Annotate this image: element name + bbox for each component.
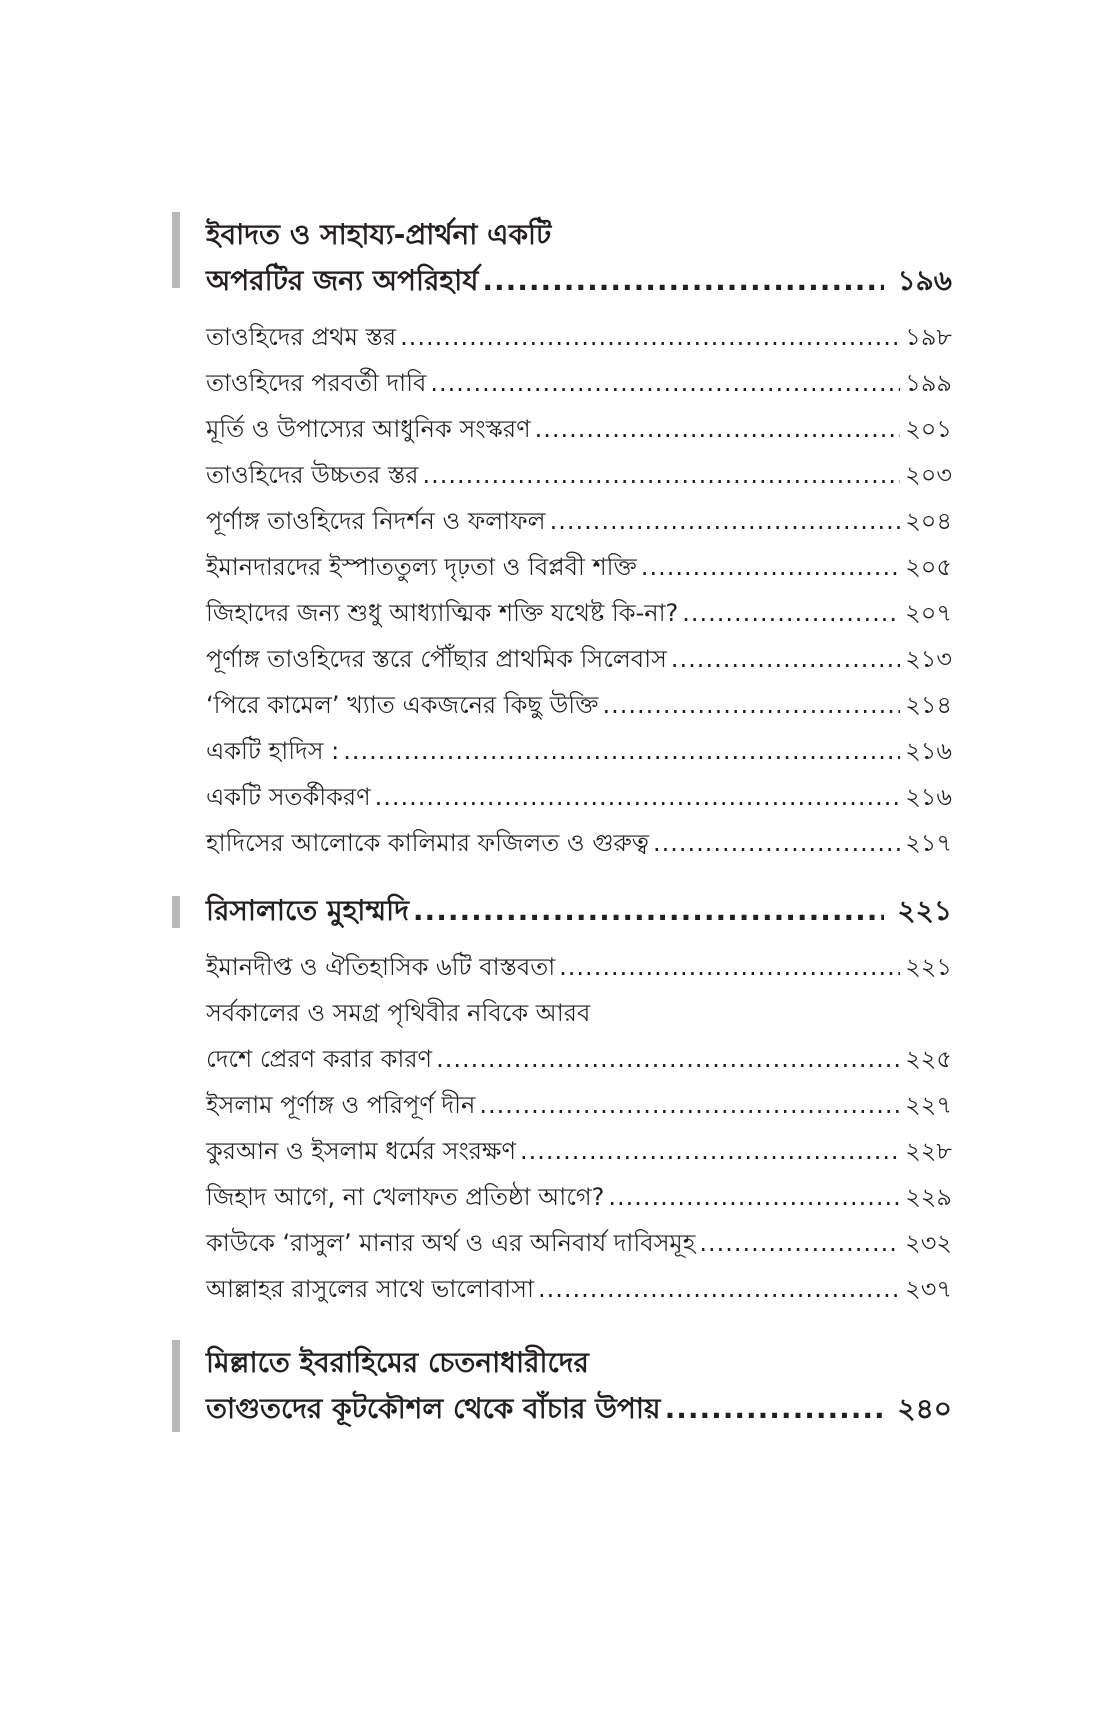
entry-title: আল্লাহর রাসুলের সাথে ভালোবাসা [206,1275,534,1303]
table-of-contents [176,212,952,1432]
toc-entry[interactable] [206,636,952,682]
toc-entry[interactable] [206,498,952,544]
entry-page-number: ২২৫ [905,1045,952,1073]
toc-entry[interactable] [206,944,952,990]
dot-leader [602,682,900,728]
entry-page-number: ২২৯ [905,1183,952,1211]
dot-leader [653,820,900,866]
dot-leader [343,728,900,774]
entry-title-line1 [206,990,952,1036]
entry-page-number: ২০১ [905,415,952,443]
section-heading-text: মিল্লাতে ইবরাহিমের চেতনাধারীদের [206,1346,589,1379]
entry-page-number: ২০৫ [905,553,952,581]
toc-entry[interactable] [206,1036,952,1082]
toc-entry[interactable] [206,1082,952,1128]
dot-leader [699,1220,900,1266]
toc-entry[interactable] [206,452,952,498]
dot-leader [535,406,900,452]
dot-leader [559,944,900,990]
entry-title: পূর্ণাঙ্গ তাওহিদের নিদর্শন ও ফলাফল [206,507,546,535]
entry-title: তাওহিদের পরবর্তী দাবি [206,369,427,397]
entry-title: ইমানদীপ্ত ও ঐতিহাসিক ৬টি বাস্তবতা [206,953,556,981]
section-heading-text: রিসালাতে মুহাম্মদি [206,894,409,927]
toc-section [176,212,952,866]
toc-entry[interactable] [206,590,952,636]
entry-list [176,944,952,1312]
dot-leader [520,1128,900,1174]
entry-page-number: ১৯৯ [905,369,952,397]
entry-page-number: ২২৮ [905,1137,952,1165]
entry-page-number: ২২৭ [905,1091,952,1119]
section-heading-text: তাগুতদের কূটকৌশল থেকে বাঁচার উপায় [206,1392,661,1425]
entry-title: মূর্তি ও উপাস্যের আধুনিক সংস্করণ [206,415,531,443]
entry-page-number: ২১৬ [905,783,952,811]
entry-page-number: ২১৩ [905,645,952,673]
dot-leader [479,1082,900,1128]
entry-title: কুরআন ও ইসলাম ধর্মের সংরক্ষণ [206,1137,516,1165]
toc-entry[interactable] [206,314,952,360]
toc-entry[interactable] [206,1174,952,1220]
entry-title: একটি হাদিস : [206,737,340,765]
entry-title: তাওহিদের প্রথম স্তর [206,323,397,351]
dot-leader [436,1036,900,1082]
entry-page-number: ২১৬ [905,737,952,765]
toc-entry[interactable] [206,1220,952,1266]
toc-entry[interactable] [206,406,952,452]
toc-section [176,888,952,1312]
entry-page-number: ২২১ [905,953,952,981]
dot-leader [538,1266,900,1312]
toc-entry[interactable] [206,682,952,728]
dot-leader [430,360,900,406]
dot-leader [422,452,900,498]
entry-page-number: ২০৪ [905,507,952,535]
dot-leader [400,314,900,360]
dot-leader [482,258,884,304]
entry-title: একটি সতর্কীকরণ [206,783,371,811]
entry-title: তাওহিদের উচ্চতর স্তর [206,461,419,489]
entry-page-number: ২৩৭ [905,1275,952,1303]
entry-page-number: ২১৪ [905,691,952,719]
toc-entry[interactable] [206,1266,952,1312]
entry-page-number: ১৯৮ [905,323,952,351]
section-heading-text: ইবাদত ও সাহায্য-প্রার্থনা একটি [206,218,552,251]
dot-leader [608,1174,900,1220]
dot-leader [682,590,900,636]
entry-page-number: ২০৭ [905,599,952,627]
entry-title: সর্বকালের ও সমগ্র পৃথিবীর নবিকে আরব [206,999,591,1027]
section-page-number: ১৯৬ [897,264,952,297]
entry-title: জিহাদের জন্য শুধু আধ্যাত্মিক শক্তি যথেষ্ট কি-না? [206,599,679,627]
section-heading-row[interactable] [176,1386,952,1432]
entry-title: ইসলাম পূর্ণাঙ্গ ও পরিপূর্ণ দীন [206,1091,476,1119]
entry-page-number: ২১৭ [905,829,952,857]
entry-page-number: ২৩২ [905,1229,952,1257]
section-heading-line1 [176,212,952,258]
section-page-number: ২২১ [897,894,952,927]
entry-title: জিহাদ আগে, না খেলাফত প্রতিষ্ঠা আগে? [206,1183,605,1211]
section-heading-text: অপরটির জন্য অপরিহার্য [206,264,479,297]
entry-page-number: ২০৩ [905,461,952,489]
entry-title: কাউকে ‘রাসুল’ মানার অর্থ ও এর অনিবার্য দাবিসমূহ [206,1229,696,1257]
entry-title: ইমানদারদের ইস্পাততুল্য দৃঢ়তা ও বিপ্লবী শক্তি [206,553,637,581]
dot-leader [641,544,900,590]
toc-entry[interactable] [206,774,952,820]
section-heading-row[interactable] [176,888,952,934]
dot-leader [665,1386,884,1432]
toc-entry[interactable] [206,544,952,590]
dot-leader [413,888,884,934]
entry-title: দেশে প্রেরণ করার কারণ [206,1045,433,1073]
dot-leader [671,636,900,682]
toc-entry[interactable] [206,360,952,406]
toc-entry[interactable] [206,1128,952,1174]
entry-title: পূর্ণাঙ্গ তাওহিদের স্তরে পৌঁছার প্রাথমিক সিলেবাস [206,645,667,673]
section-heading-line1 [176,1340,952,1386]
toc-section [176,1340,952,1432]
section-page-number: ২৪০ [897,1392,952,1425]
dot-leader [375,774,900,820]
entry-title: হাদিসের আলোকে কালিমার ফজিলত ও গুরুত্ব [206,829,649,857]
entry-title: ‘পিরে কামেল’ খ্যাত একজনের কিছু উক্তি [206,691,599,719]
toc-entry[interactable] [206,728,952,774]
section-heading-row[interactable] [176,258,952,304]
toc-entry[interactable] [206,820,952,866]
dot-leader [550,498,900,544]
entry-list [176,314,952,866]
